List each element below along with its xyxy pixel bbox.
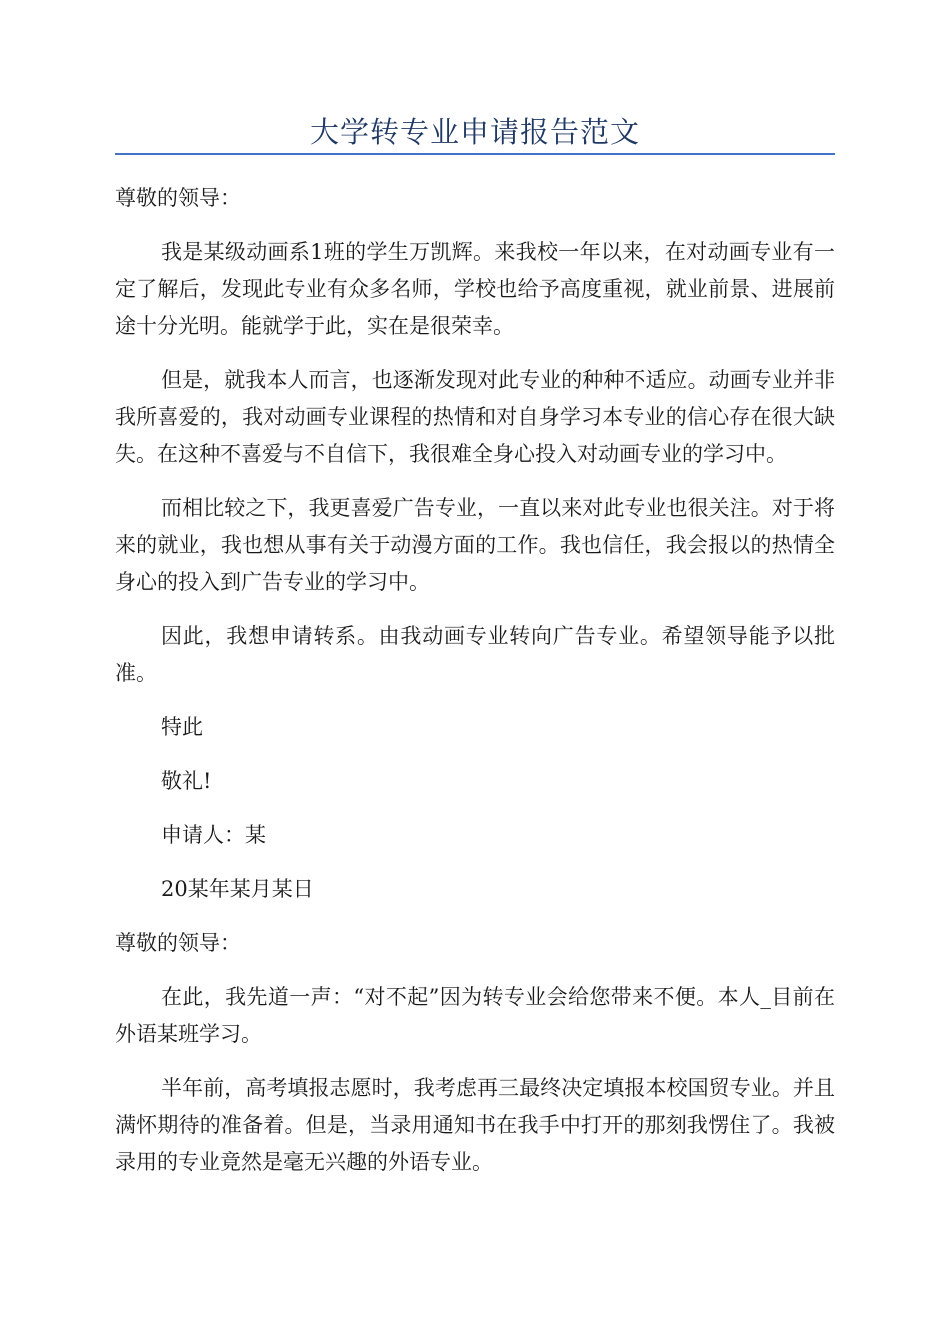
document-title: 大学转专业申请报告范文 — [309, 115, 640, 149]
paragraph: 半年前，高考填报志愿时，我考虑再三最终决定填报本校国贸专业。并且满怀期待的准备着。但是，当录用通知书在我手中打开的那刻我愣住了。我被录用的专业竟然是毫无兴趣的外语专业。 — [115, 1076, 835, 1174]
applicant-signature: 申请人：某 — [161, 823, 266, 847]
title-underline — [115, 153, 835, 155]
closing-line: 特此 — [161, 715, 203, 739]
salutation: 尊敬的领导： — [115, 186, 241, 210]
closing-salute: 敬礼! — [161, 769, 212, 793]
paragraph: 但是，就我本人而言，也逐渐发现对此专业的种种不适应。动画专业并非我所喜爱的，我对动画专业课程的热情和对自身学习本专业的信心存在很大缺失。在这种不喜爱与不自信下，我很难全身心投入对动画专业的学习中。 — [115, 368, 835, 466]
paragraph: 在此，我先道一声：“对不起”因为转专业会给您带来不便。本人_目前在外语某班学习。 — [115, 985, 835, 1046]
paragraph: 而相比较之下，我更喜爱广告专业，一直以来对此专业也很关注。对于将来的就业，我也想从事有关于动漫方面的工作。我也信任，我会报以的热情全身心的投入到广告专业的学习中。 — [115, 496, 835, 594]
salutation: 尊敬的领导： — [115, 931, 241, 955]
paragraph: 我是某级动画系1班的学生万凯辉。来我校一年以来，在对动画专业有一定了解后，发现此专业有众多名师，学校也给予高度重视，就业前景、进展前途十分光明。能就学于此，实在是很荣幸。 — [115, 240, 835, 338]
document-body — [115, 180, 835, 1181]
paragraph: 因此，我想申请转系。由我动画专业转向广告专业。希望领导能予以批准。 — [115, 624, 835, 685]
date-line: 20某年某月某日 — [161, 877, 314, 901]
